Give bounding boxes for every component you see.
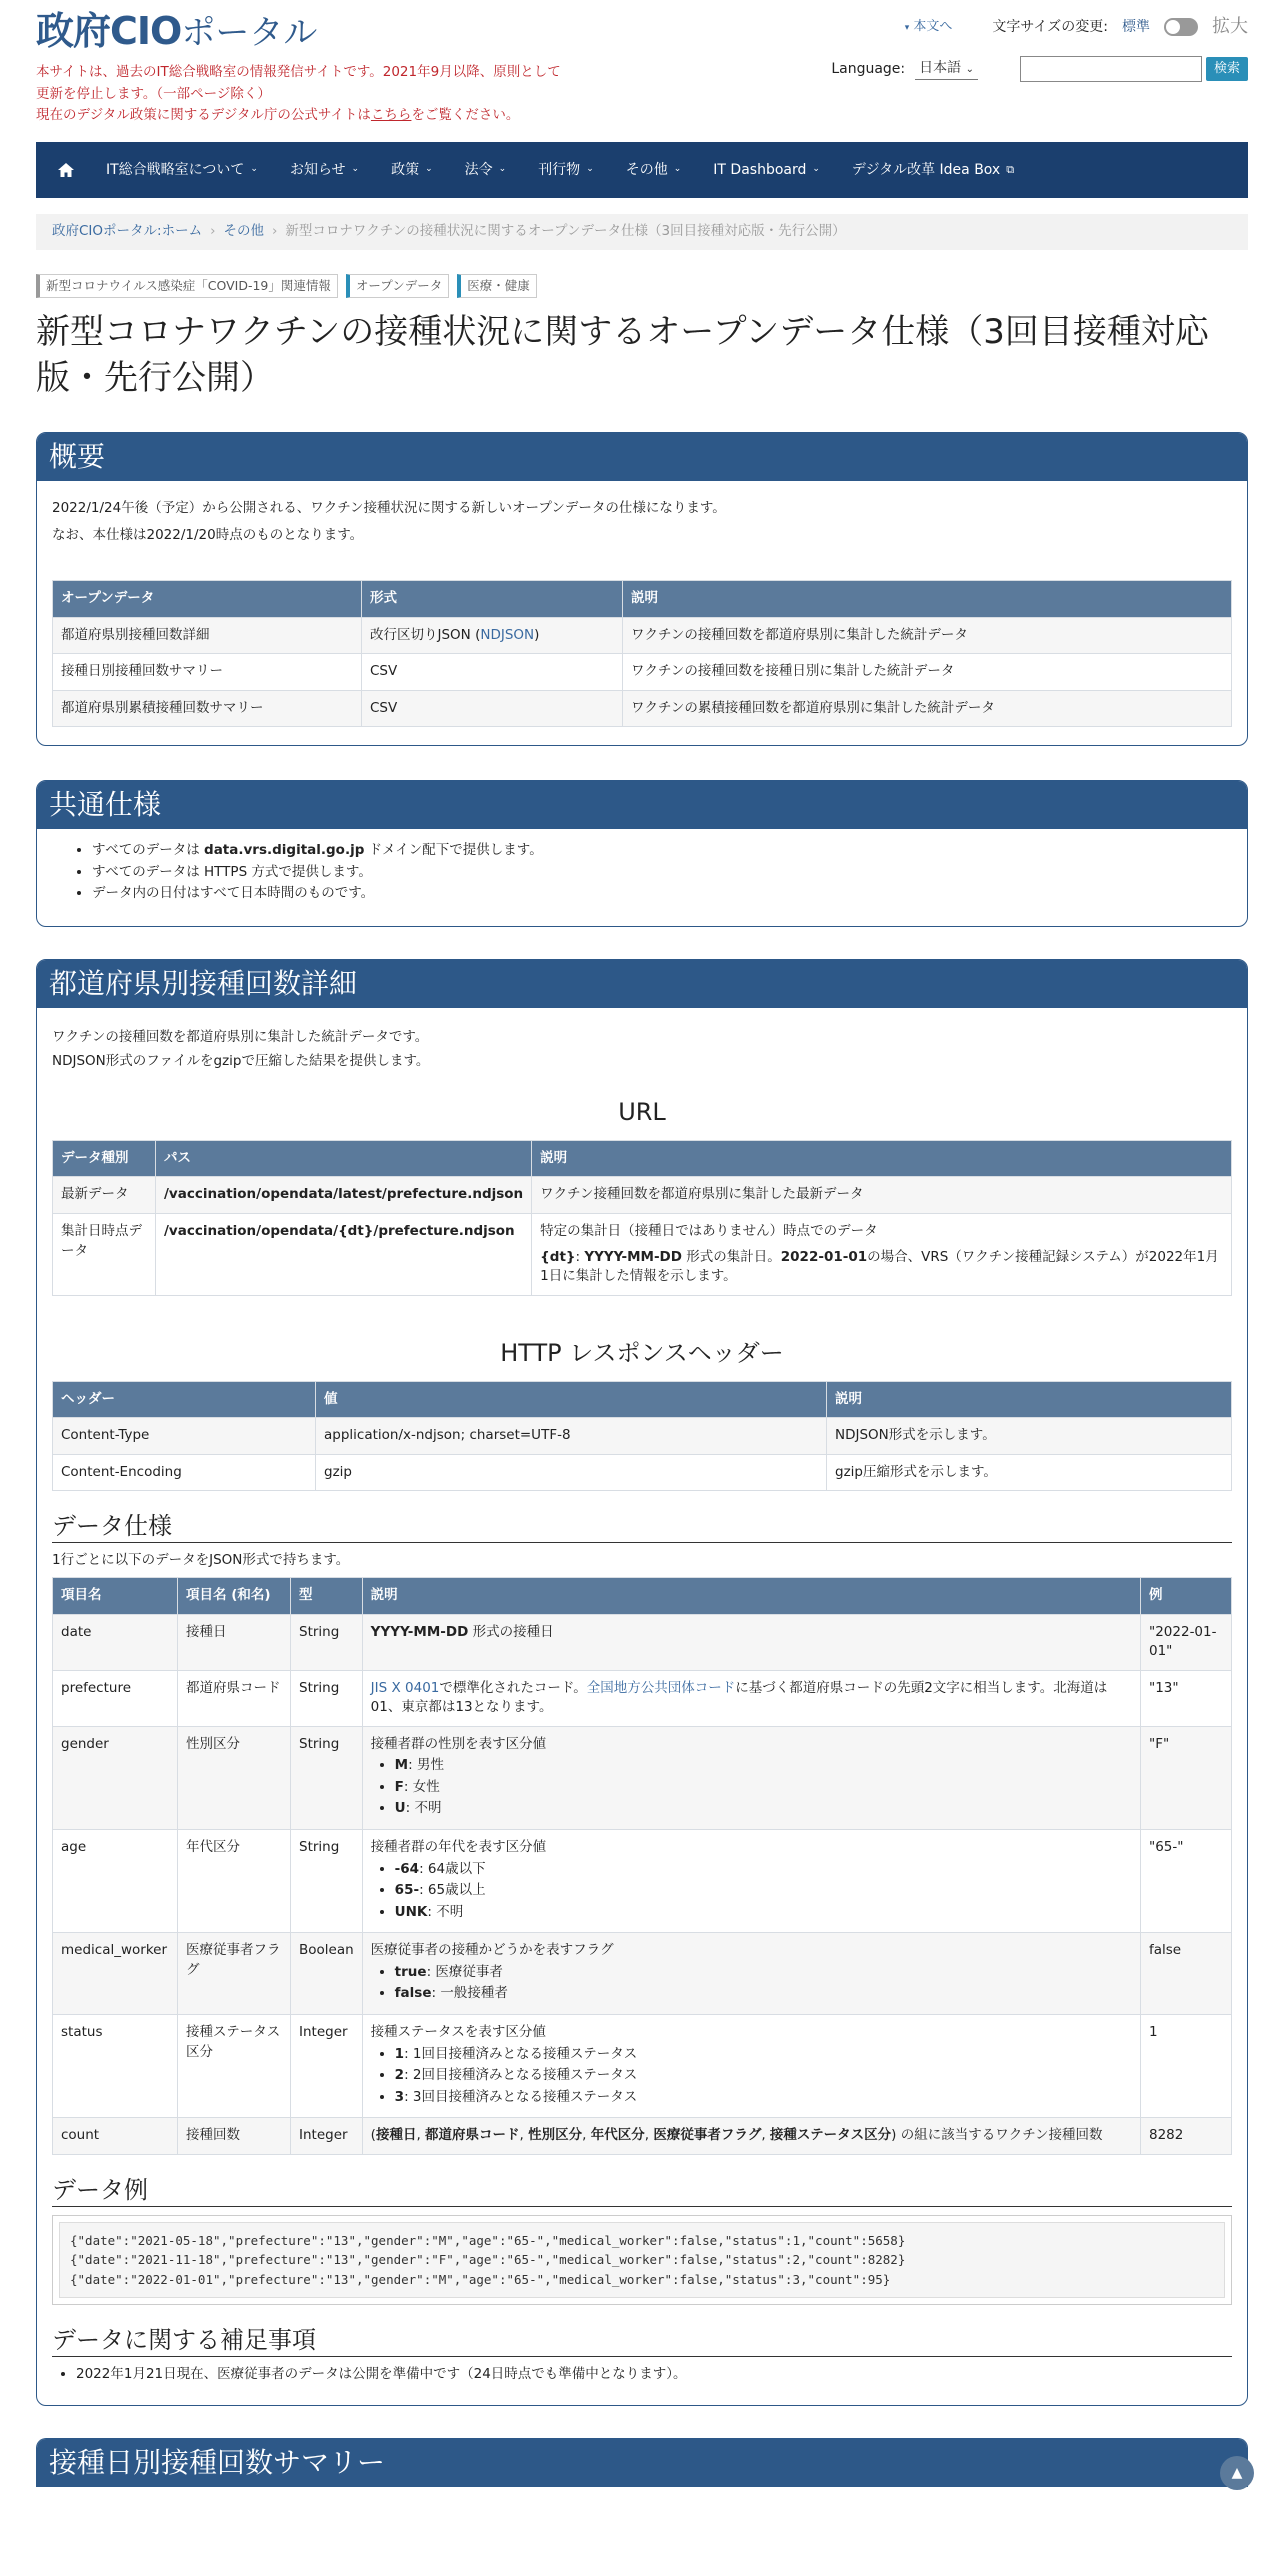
nav-news[interactable] [274, 160, 375, 180]
table-cell: Integer [291, 2014, 363, 2117]
table-header: 項目名 [53, 1577, 178, 1614]
digital-agency-link[interactable]: こちら [370, 107, 412, 124]
list-text: ドメイン配下で提供します。 [364, 842, 543, 859]
table-cell: String [291, 1614, 363, 1670]
table-row [53, 1726, 1232, 1829]
code-value: 2 [394, 2067, 405, 2084]
table-cell: "13" [1141, 1670, 1232, 1726]
table-cell [362, 1670, 1140, 1726]
table-cell [362, 2014, 1140, 2117]
logo-kana: ポータル [181, 13, 318, 53]
table-header: 説明 [623, 581, 1232, 618]
table-cell: age [53, 1830, 178, 1933]
table-cell: false [1141, 1933, 1232, 2015]
table-row [53, 1670, 1232, 1726]
nav-home[interactable] [42, 163, 90, 177]
desc-text: , [761, 2127, 770, 2144]
search-button[interactable]: 検索 [1206, 57, 1248, 82]
global-nav [36, 142, 1248, 198]
table-cell [362, 617, 623, 654]
date-format: YYYY-MM-DD [584, 1248, 682, 1265]
table-header: オープンデータ [53, 581, 362, 618]
page-title: 新型コロナワクチンの接種状況に関するオープンデータ仕様（3回目接種対応版・先行公開） [36, 312, 1209, 399]
nav-label: デジタル改革 Idea Box [851, 161, 1001, 178]
data-spec-intro: 1行ごとに以下のデータをJSON形式で持ちます。 [52, 1552, 350, 1569]
code-label: : 65歳以上 [419, 1882, 486, 1899]
table-cell: application/x-ndjson; charset=UTF-8 [316, 1418, 827, 1455]
code-label: : 男性 [408, 1757, 444, 1774]
breadcrumb-home[interactable]: 政府CIOポータル:ホーム [52, 223, 203, 240]
chevron-down-icon: ⌄ [586, 164, 594, 175]
desc-text: 医療従事者の接種かどうかを表すフラグ [370, 1942, 614, 1959]
chevron-down-icon: ⌄ [498, 164, 507, 175]
table-cell: ワクチン接種回数を都道府県別に集計した最新データ [532, 1177, 1232, 1214]
nav-label: 刊行物 [538, 161, 581, 178]
archive-notice [36, 62, 596, 127]
table-cell: NDJSON形式を示します。 [827, 1418, 1232, 1455]
common-spec-panel [36, 780, 1248, 927]
site-header [36, 0, 1248, 142]
table-cell: gender [53, 1726, 178, 1829]
overview-panel [36, 432, 1248, 746]
data-example-code: {"date":"2021-05-18","prefecture":"13","gender":"M","age":"65-","medical_worker":false,"status":1,"count":5658} {"date":"2021-11-18","prefecture":"13","gender":"F","age":"65-","medical_worker":false,"status":2,"count":8282} {"date":"2022-01-01","prefecture":"13","gender":"M","age":"65-","medical_worker":false,"status":3,"count":95} [59, 2222, 1225, 2298]
code-label: : 1回目接種済みとなる接種ステータス [404, 2045, 638, 2062]
data-spec-table [52, 1577, 1232, 2155]
table-row [53, 1177, 1232, 1214]
date-format: YYYY-MM-DD [370, 1623, 469, 1640]
local-gov-code-link[interactable]: 全国地方公共団体コード [586, 1679, 736, 1696]
table-cell: 集計日時点データ [53, 1214, 156, 1296]
field-ref: 接種ステータス区分 [769, 2127, 892, 2144]
skip-to-content-link[interactable] [905, 18, 953, 37]
code-label: : 医療従事者 [426, 1963, 503, 1980]
home-icon [58, 163, 74, 177]
table-cell [362, 1933, 1140, 2015]
nav-about[interactable] [90, 160, 274, 180]
table-cell: 接種ステータス区分 [178, 2014, 291, 2117]
table-header: 例 [1141, 1577, 1232, 1614]
table-cell: 年代区分 [178, 1830, 291, 1933]
list-item [395, 1903, 1132, 1923]
code-value: 65- [394, 1882, 420, 1899]
ndjson-link[interactable]: NDJSON [480, 626, 535, 643]
desc-text: ) の組に該当するワクチン接種回数 [891, 2127, 1103, 2144]
prefecture-detail-heading: 都道府県別接種回数詳細 [37, 960, 1247, 1008]
language-select[interactable] [915, 58, 978, 79]
desc-text: 接種者群の性別を表す区分値 [370, 1735, 547, 1752]
overview-heading: 概要 [37, 433, 1247, 481]
table-cell: ワクチンの接種回数を接種日別に集計した統計データ [623, 654, 1232, 691]
table-cell: 8282 [1141, 2118, 1232, 2155]
code-value: true [394, 1963, 427, 1980]
list-item [395, 2045, 1132, 2065]
list-item [395, 1984, 1132, 2004]
data-example-box [52, 2215, 1232, 2305]
desc-text: に基づく都道府県コードの先頭2文字に相当します。北海道は01、東京都は13となります。 [370, 1679, 1108, 1716]
table-cell: "F" [1141, 1726, 1232, 1829]
table-header: パス [156, 1140, 532, 1177]
table-row [53, 654, 1232, 691]
language-label: Language: [831, 60, 906, 77]
table-cell [532, 1214, 1232, 1296]
table-header: 説明 [532, 1140, 1232, 1177]
list-item [395, 1799, 1132, 1819]
table-cell: 性別区分 [178, 1726, 291, 1829]
nav-policy[interactable] [375, 160, 449, 180]
notice-line-2: 更新を停止します。（一部ページ除く） [36, 85, 271, 102]
desc-text: , [644, 2127, 654, 2144]
data-notes-heading: データに関する補足事項 [52, 2325, 1232, 2357]
domain-name: data.vrs.digital.go.jp [204, 842, 365, 859]
code-value: M [394, 1757, 409, 1774]
field-ref: 接種日 [375, 2127, 417, 2144]
table-header: 型 [291, 1577, 363, 1614]
breadcrumb [36, 214, 1248, 250]
table-cell: ワクチンの接種回数を都道府県別に集計した統計データ [623, 617, 1232, 654]
notice-text-a: 現在のデジタル政策に関するデジタル庁の公式サイトは [36, 107, 371, 124]
table-cell: ワクチンの累積接種回数を都道府県別に集計した統計データ [623, 690, 1232, 727]
list-item [395, 2088, 1132, 2108]
external-link-icon: ⧉ [1006, 163, 1015, 177]
desc-text: の場合、VRS（ワクチン接種記録システム）が2022年1月1日に集計した情報を示します。 [540, 1248, 1219, 1285]
daily-summary-heading: 接種日別接種回数サマリー [37, 2439, 1247, 2487]
chevron-down-icon: ⌄ [351, 164, 360, 175]
list-item: • 2022年1月21日現在、医療従事者のデータは公開を準備中です（24日時点でも準備中となります）。 [76, 2365, 1232, 2385]
table-cell: 最新データ [53, 1177, 156, 1214]
breadcrumb-current: 新型コロナワクチンの接種状況に関するオープンデータ仕様（3回目接種対応版・先行公開） [285, 223, 846, 240]
code-value: 3 [394, 2088, 405, 2105]
detail-text-1: ワクチンの接種回数を都道府県別に集計した統計データです。 [52, 1028, 429, 1045]
breadcrumb-separator-icon: › [272, 223, 278, 240]
table-cell: String [291, 1830, 363, 1933]
list-item [395, 1778, 1132, 1798]
common-spec-heading: 共通仕様 [37, 781, 1247, 829]
data-spec-heading: データ仕様 [52, 1511, 1232, 1543]
url-path: /vaccination/opendata/latest/prefecture.ndjson [164, 1186, 524, 1203]
url-path: /vaccination/opendata/{dt}/prefecture.ndjson [164, 1223, 515, 1240]
nav-publications[interactable] [522, 160, 610, 180]
table-cell: Content-Type [53, 1418, 316, 1455]
field-ref: 都道府県コード [425, 2127, 520, 2144]
field-ref: 性別区分 [528, 2127, 583, 2144]
font-size-label: 文字サイズの変更: [992, 18, 1108, 35]
code-label: : 一般接種者 [431, 1985, 508, 2002]
desc-text: , [519, 2127, 529, 2144]
code-label: : 3回目接種済みとなる接種ステータス [404, 2088, 638, 2105]
url-desc-line: 特定の集計日（接種日ではありません）時点でのデータ [540, 1223, 878, 1240]
font-size-standard[interactable]: 標準 [1122, 18, 1150, 35]
table-cell: 医療従事者フラグ [178, 1933, 291, 2015]
format-text: 改行区切りJSON ( [370, 626, 481, 643]
desc-text: 接種者群の年代を表す区分値 [370, 1839, 547, 1855]
common-spec-list [52, 841, 1232, 904]
table-cell: 都道府県別累積接種回数サマリー [53, 690, 362, 727]
desc-text: , [416, 2127, 426, 2144]
data-notes-list [52, 2365, 1232, 2385]
top-links [905, 14, 1248, 40]
prefecture-detail-panel [36, 959, 1248, 2406]
table-cell: "2022-01-01" [1141, 1614, 1232, 1670]
table-cell: 接種日別接種回数サマリー [53, 654, 362, 691]
detail-text-2: NDJSON形式のファイルをgzipで圧縮した結果を提供します。 [52, 1052, 430, 1069]
nav-label: その他 [625, 161, 668, 178]
opendata-table [52, 580, 1232, 727]
table-cell [362, 1726, 1140, 1829]
nav-it-dashboard[interactable] [697, 160, 836, 180]
nav-law[interactable] [449, 160, 523, 180]
table-header: ヘッダー [53, 1381, 316, 1418]
list-item [395, 1881, 1132, 1901]
font-size-toggle[interactable] [1164, 18, 1198, 36]
notice-text-b: をご覧ください。 [411, 107, 520, 124]
chevron-down-icon: ▾ [904, 22, 910, 33]
tag-opendata[interactable]: オープンデータ [346, 274, 449, 298]
table-cell: 接種回数 [178, 2118, 291, 2155]
desc-text: 接種ステータスを表す区分値 [370, 2023, 546, 2040]
code-label: : 不明 [427, 1903, 464, 1920]
table-cell [362, 1830, 1140, 1933]
table-cell: medical_worker [53, 1933, 178, 2015]
url-desc-line [540, 1248, 1223, 1287]
table-cell: date [53, 1614, 178, 1670]
nav-label: お知らせ [289, 161, 346, 178]
nav-idea-box[interactable] [836, 160, 1030, 180]
table-header: 形式 [362, 581, 623, 618]
table-header: 項目名 (和名) [178, 1577, 291, 1614]
table-row [53, 617, 1232, 654]
data-example-heading: データ例 [52, 2175, 1232, 2207]
table-cell: Integer [291, 2118, 363, 2155]
table-row [53, 1214, 1232, 1296]
table-cell: CSV [362, 654, 623, 691]
page [36, 0, 1248, 2487]
url-heading: URL [618, 1098, 666, 1127]
chevron-down-icon: ⌄ [812, 164, 820, 175]
table-cell: Content-Encoding [53, 1454, 316, 1491]
list-text: すべてのデータは [92, 842, 205, 859]
code-value: F [394, 1778, 404, 1795]
logo-main: 政府CIO [36, 9, 182, 53]
table-cell [362, 2118, 1140, 2155]
chevron-down-icon: ⌄ [965, 64, 974, 76]
table-cell: String [291, 1670, 363, 1726]
table-cell [156, 1177, 532, 1214]
desc-text: 形式の接種日 [468, 1623, 554, 1640]
table-cell: gzip圧縮形式を示します。 [827, 1454, 1232, 1491]
table-cell: 都道府県コード [178, 1670, 291, 1726]
language-value: 日本語 [919, 60, 962, 77]
table-row [53, 1830, 1232, 1933]
http-header-table [52, 1381, 1232, 1492]
tag-covid[interactable]: 新型コロナウイルス感染症「COVID-19」関連情報 [36, 274, 338, 298]
breadcrumb-other[interactable]: その他 [223, 223, 264, 240]
nav-label: 政策 [391, 161, 420, 178]
code-value: U [394, 1800, 406, 1817]
list-item: • すべてのデータは HTTPS 方式で提供します。 [92, 863, 1232, 883]
table-row [53, 1614, 1232, 1670]
tag-health[interactable]: 医療・健康 [457, 274, 537, 298]
field-ref: 年代区分 [590, 2127, 645, 2144]
list-item [395, 2066, 1132, 2086]
table-cell: count [53, 2118, 178, 2155]
table-cell [156, 1214, 532, 1296]
nav-other[interactable] [610, 160, 698, 180]
desc-text: , [582, 2127, 591, 2144]
nav-label: IT総合戦略室について [106, 161, 245, 178]
url-table [52, 1140, 1232, 1296]
table-header: データ種別 [53, 1140, 156, 1177]
nav-label: 法令 [464, 161, 493, 178]
list-item [92, 841, 1232, 861]
param-name: {dt} [540, 1248, 576, 1265]
table-cell [362, 1614, 1140, 1670]
jis-x0401-link[interactable]: JIS X 0401 [370, 1679, 440, 1696]
table-cell: prefecture [53, 1670, 178, 1726]
table-cell: gzip [316, 1454, 827, 1491]
table-header: 値 [316, 1381, 827, 1418]
field-ref: 医療従事者フラグ [653, 2127, 762, 2144]
table-cell: 接種日 [178, 1614, 291, 1670]
overview-text-2: なお、本仕様は2022/1/20時点のものとなります。 [52, 527, 364, 544]
skip-label: 本文へ [913, 18, 953, 34]
table-header: 説明 [362, 1577, 1140, 1614]
table-cell: CSV [362, 690, 623, 727]
code-value: -64 [394, 1860, 420, 1877]
desc-text: 形式の集計日。 [681, 1248, 781, 1265]
nav-label: IT Dashboard [713, 161, 807, 178]
table-row [53, 2118, 1232, 2155]
table-row [53, 2014, 1232, 2117]
list-item [395, 1963, 1132, 1983]
breadcrumb-separator-icon: › [210, 223, 216, 240]
arrow-up-icon: ▲ [1231, 2465, 1243, 2481]
table-cell: Boolean [291, 1933, 363, 2015]
code-label: : 女性 [403, 1778, 440, 1795]
table-row [53, 1454, 1232, 1491]
language-search-row [831, 56, 1248, 82]
code-label: : 2回目接種済みとなる接種ステータス [404, 2067, 638, 2084]
table-cell: status [53, 2014, 178, 2117]
site-logo[interactable] [36, 4, 317, 59]
list-item [395, 1756, 1132, 1776]
list-item: • データ内の日付はすべて日本時間のものです。 [92, 884, 1232, 904]
code-value: 1 [394, 2045, 405, 2062]
code-label: : 64歳以下 [419, 1860, 486, 1877]
table-row [53, 1933, 1232, 2015]
notice-line-3 [36, 105, 596, 127]
notice-line-1: 本サイトは、過去のIT総合戦略室の情報発信サイトです。2021年9月以降、原則として [36, 64, 561, 80]
example-date: 2022-01-01 [780, 1248, 868, 1265]
search-input[interactable] [1020, 56, 1202, 82]
desc-text: ( [370, 2127, 376, 2144]
font-size-large[interactable]: 拡大 [1212, 16, 1248, 37]
table-row [53, 690, 1232, 727]
desc-text: で標準化されたコード。 [439, 1679, 587, 1696]
back-to-top-button[interactable] [1220, 2456, 1254, 2490]
daily-summary-panel [36, 2438, 1248, 2487]
chevron-down-icon: ⌄ [425, 164, 433, 175]
desc-text: : [575, 1248, 585, 1265]
code-label: : 不明 [405, 1800, 442, 1817]
format-text: ) [534, 626, 540, 643]
table-cell: 都道府県別接種回数詳細 [53, 617, 362, 654]
chevron-down-icon: ⌄ [250, 164, 258, 175]
category-tags [36, 274, 1248, 298]
table-row [53, 1418, 1232, 1455]
http-heading: HTTP レスポンスヘッダー [500, 1338, 784, 1367]
table-cell: "65-" [1141, 1830, 1232, 1933]
chevron-down-icon: ⌄ [673, 164, 682, 175]
overview-text-1: 2022/1/24午後（予定）から公開される、ワクチン接種状況に関する新しいオープンデータの仕様になります。 [52, 499, 726, 516]
table-cell: 1 [1141, 2014, 1232, 2117]
list-item [395, 1860, 1132, 1880]
code-value: UNK [394, 1903, 428, 1920]
table-header: 説明 [827, 1381, 1232, 1418]
code-value: false [394, 1985, 432, 2002]
table-cell: String [291, 1726, 363, 1829]
